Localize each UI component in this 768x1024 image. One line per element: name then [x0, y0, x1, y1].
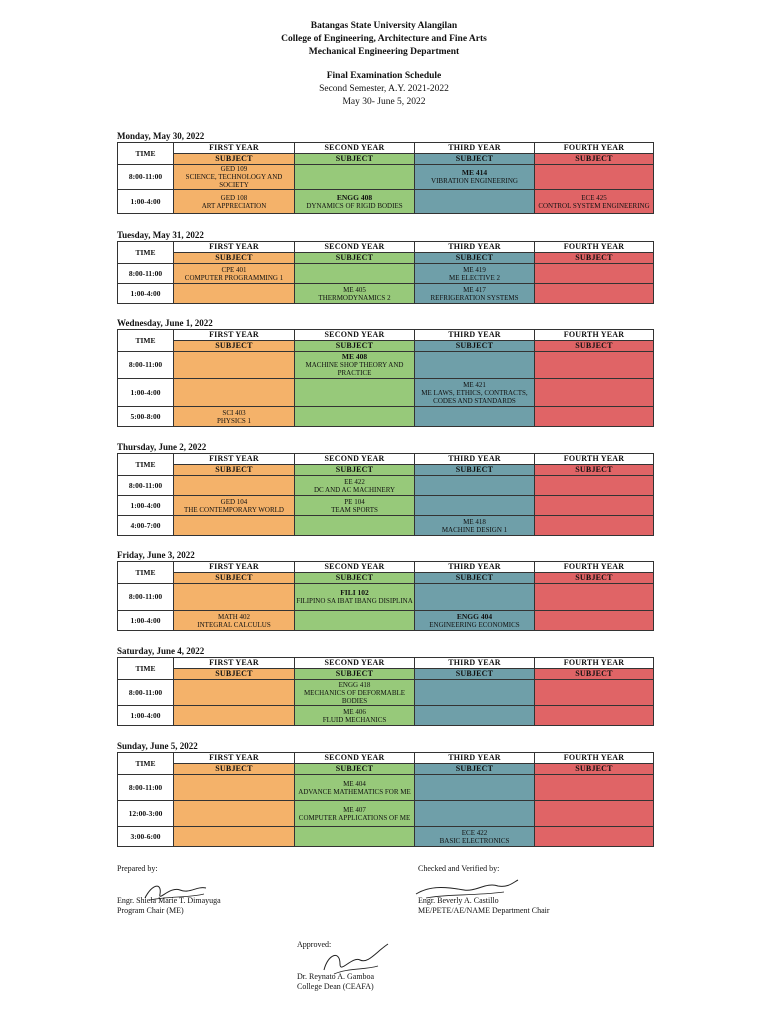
- subject-cell: [295, 496, 415, 516]
- subject-cell: [295, 165, 415, 190]
- subject-code: EE 422: [344, 477, 365, 486]
- subject-header-row: [118, 253, 654, 264]
- subject-code: ME 408: [341, 352, 368, 361]
- approved-by-label: Approved:: [297, 940, 332, 949]
- day-title: Friday, June 3, 2022: [117, 550, 195, 560]
- subject-name: BASIC ELECTRONICS: [439, 836, 510, 845]
- time-slot-row: [118, 496, 654, 516]
- schedule-table: [117, 453, 654, 536]
- prepared-by-name: Engr. Shiela Marie T. Dimayuga: [117, 896, 221, 905]
- subject-name: VIBRATION ENGINEERING: [431, 177, 518, 185]
- year-header: FOURTH YEAR: [535, 242, 654, 253]
- subject-name: COMPUTER APPLICATIONS OF ME: [298, 813, 411, 822]
- time-slot-row: [118, 611, 654, 631]
- subject-code: ENGG 408: [336, 192, 373, 202]
- subject-name: MACHINE SHOP THEORY AND PRACTICE: [305, 361, 404, 377]
- subject-name: DYNAMICS OF RIGID BODIES: [306, 201, 403, 210]
- year-header-row: [118, 454, 654, 465]
- subject-cell: [535, 611, 654, 631]
- year-header: THIRD YEAR: [415, 242, 535, 253]
- subject-cell: [415, 352, 535, 379]
- subject-code: ME 404: [343, 779, 366, 788]
- year-header: THIRD YEAR: [415, 454, 535, 465]
- subject-cell: [174, 827, 295, 847]
- subject-cell: [295, 775, 415, 801]
- day-title: Thursday, June 2, 2022: [117, 442, 207, 452]
- year-header-row: [118, 562, 654, 573]
- subject-cell: [535, 706, 654, 726]
- year-header: THIRD YEAR: [415, 330, 535, 341]
- subject-header: SUBJECT: [295, 154, 415, 165]
- year-header: SECOND YEAR: [295, 658, 415, 669]
- subject-header: SUBJECT: [174, 154, 295, 165]
- subject-header: SUBJECT: [174, 764, 295, 775]
- checked-by-name: Engr. Beverly A. Castillo: [418, 896, 499, 905]
- subject-header: SUBJECT: [174, 341, 295, 352]
- schedule-table: [117, 241, 654, 304]
- time-slot-row: [118, 516, 654, 536]
- subject-cell: [415, 706, 535, 726]
- time-header: TIME: [118, 454, 174, 476]
- checked-by-label: Checked and Verified by:: [418, 864, 500, 873]
- time-slot: 8:00-11:00: [118, 264, 174, 284]
- subject-cell: [174, 801, 295, 827]
- subject-cell: [174, 264, 295, 284]
- time-slot: 5:00-8:00: [118, 407, 174, 427]
- day-title: Saturday, June 4, 2022: [117, 646, 205, 656]
- subject-cell: [535, 352, 654, 379]
- subject-cell: [415, 775, 535, 801]
- subject-code: ME 419: [463, 265, 486, 274]
- time-slot: 1:00-4:00: [118, 284, 174, 304]
- checked-by-position: ME/PETE/AE/NAME Department Chair: [418, 906, 550, 915]
- subject-name: ME LAWS, ETHICS, CONTRACTS, CODES AND STANDARDS: [421, 388, 528, 405]
- subject-cell: [535, 584, 654, 611]
- time-slot: 8:00-11:00: [118, 680, 174, 706]
- time-header: TIME: [118, 242, 174, 264]
- subject-header: SUBJECT: [174, 573, 295, 584]
- department-name: Mechanical Engineering Department: [308, 47, 460, 57]
- time-slot-row: [118, 352, 654, 379]
- schedule-table: [117, 657, 654, 726]
- approved-by-name: Dr. Reynato A. Gamboa: [297, 972, 375, 981]
- year-header: FIRST YEAR: [174, 562, 295, 573]
- day-title: Wednesday, June 1, 2022: [117, 318, 213, 328]
- prepared-by-position: Program Chair (ME): [117, 906, 184, 915]
- subject-code: CPE 401: [221, 265, 247, 274]
- day-schedule: [117, 317, 653, 427]
- year-header: SECOND YEAR: [295, 330, 415, 341]
- subject-cell: [174, 284, 295, 304]
- subject-cell: [415, 611, 535, 631]
- day-schedule: [117, 441, 653, 536]
- subject-cell: [174, 706, 295, 726]
- year-header: FOURTH YEAR: [535, 330, 654, 341]
- subject-cell: [295, 801, 415, 827]
- subject-cell: [535, 801, 654, 827]
- year-header-row: [118, 658, 654, 669]
- time-slot: 8:00-11:00: [118, 476, 174, 496]
- subject-header-row: [118, 154, 654, 165]
- subject-cell: [415, 190, 535, 214]
- subject-cell: [295, 284, 415, 304]
- subject-cell: [174, 476, 295, 496]
- subject-header-row: [118, 341, 654, 352]
- subject-cell: [295, 379, 415, 407]
- year-header: FOURTH YEAR: [535, 562, 654, 573]
- subject-header: SUBJECT: [295, 465, 415, 476]
- year-header: FOURTH YEAR: [535, 143, 654, 154]
- year-header: SECOND YEAR: [295, 753, 415, 764]
- time-slot-row: [118, 264, 654, 284]
- time-slot: 3:00-6:00: [118, 827, 174, 847]
- subject-cell: [415, 284, 535, 304]
- subject-cell: [174, 190, 295, 214]
- subject-cell: [295, 190, 415, 214]
- schedule-table: [117, 752, 654, 847]
- subject-cell: [535, 680, 654, 706]
- subject-cell: [535, 165, 654, 190]
- subject-name: ADVANCE MATHEMATICS FOR ME: [298, 787, 411, 796]
- time-slot: 1:00-4:00: [118, 190, 174, 214]
- day-schedule: [117, 130, 653, 214]
- subject-header: SUBJECT: [174, 465, 295, 476]
- subject-code: ENGG 404: [456, 611, 493, 621]
- subject-cell: [174, 379, 295, 407]
- subject-cell: [174, 496, 295, 516]
- subject-cell: [295, 611, 415, 631]
- subject-name: THE CONTEMPORARY WORLD: [184, 505, 284, 514]
- subject-cell: [295, 407, 415, 427]
- subject-header-row: [118, 465, 654, 476]
- subject-header: SUBJECT: [535, 154, 654, 165]
- subject-cell: [295, 516, 415, 536]
- subject-cell: [174, 584, 295, 611]
- semester-line: Second Semester, A.Y. 2021-2022: [319, 84, 449, 94]
- time-slot-row: [118, 190, 654, 214]
- subject-cell: [415, 264, 535, 284]
- day-schedule: [117, 645, 653, 726]
- subject-cell: [295, 264, 415, 284]
- year-header: FIRST YEAR: [174, 242, 295, 253]
- time-header: TIME: [118, 562, 174, 584]
- subject-header-row: [118, 764, 654, 775]
- subject-cell: [174, 516, 295, 536]
- subject-code: GED 108: [220, 193, 248, 202]
- time-slot-row: [118, 379, 654, 407]
- subject-cell: [535, 264, 654, 284]
- subject-cell: [535, 379, 654, 407]
- subject-cell: [415, 407, 535, 427]
- subject-code: ME 421: [463, 380, 486, 389]
- time-header: TIME: [118, 753, 174, 775]
- year-header: THIRD YEAR: [415, 658, 535, 669]
- approved-by-position: College Dean (CEAFA): [297, 982, 374, 991]
- time-header: TIME: [118, 658, 174, 680]
- subject-code: SCI 403: [222, 408, 246, 417]
- subject-header: SUBJECT: [535, 465, 654, 476]
- year-header: THIRD YEAR: [415, 143, 535, 154]
- subject-name: ENGINEERING ECONOMICS: [429, 620, 520, 629]
- subject-name: TEAM SPORTS: [331, 505, 378, 514]
- subject-cell: [295, 584, 415, 611]
- subject-cell: [535, 827, 654, 847]
- subject-header: SUBJECT: [535, 573, 654, 584]
- date-range: May 30- June 5, 2022: [342, 97, 426, 107]
- subject-name: MECHANICS OF DEFORMABLE BODIES: [303, 688, 406, 705]
- schedule-table: [117, 142, 654, 214]
- time-slot-row: [118, 680, 654, 706]
- time-slot-row: [118, 476, 654, 496]
- subject-cell: [415, 476, 535, 496]
- subject-header: SUBJECT: [295, 764, 415, 775]
- time-slot-row: [118, 775, 654, 801]
- subject-code: ME 405: [343, 285, 366, 294]
- subject-header-row: [118, 669, 654, 680]
- day-title: Sunday, June 5, 2022: [117, 741, 198, 751]
- subject-cell: [415, 379, 535, 407]
- subject-code: ECE 425: [581, 193, 607, 202]
- day-title: Tuesday, May 31, 2022: [117, 230, 204, 240]
- subject-cell: [174, 352, 295, 379]
- subject-header: SUBJECT: [295, 573, 415, 584]
- prepared-by-label: Prepared by:: [117, 864, 158, 873]
- time-slot: 8:00-11:00: [118, 584, 174, 611]
- subject-cell: [535, 190, 654, 214]
- time-slot: 8:00-11:00: [118, 352, 174, 379]
- subject-header: SUBJECT: [535, 341, 654, 352]
- subject-code: ME 417: [463, 285, 486, 294]
- subject-header: SUBJECT: [415, 465, 535, 476]
- subject-header: SUBJECT: [415, 253, 535, 264]
- subject-header-row: [118, 573, 654, 584]
- time-slot: 8:00-11:00: [118, 165, 174, 190]
- time-slot-row: [118, 827, 654, 847]
- year-header: FIRST YEAR: [174, 658, 295, 669]
- subject-cell: [535, 516, 654, 536]
- subject-header: SUBJECT: [415, 764, 535, 775]
- subject-name: REFRIGERATION SYSTEMS: [430, 293, 519, 302]
- subject-header: SUBJECT: [535, 669, 654, 680]
- time-slot: 1:00-4:00: [118, 611, 174, 631]
- subject-cell: [535, 407, 654, 427]
- subject-cell: [535, 476, 654, 496]
- year-header: FOURTH YEAR: [535, 658, 654, 669]
- subject-code: ECE 422: [461, 828, 488, 837]
- subject-header: SUBJECT: [295, 253, 415, 264]
- subject-cell: [415, 496, 535, 516]
- subject-cell: [174, 611, 295, 631]
- subject-name: PHYSICS 1: [216, 416, 252, 425]
- subject-code: MATH 402: [217, 612, 251, 621]
- subject-cell: [415, 827, 535, 847]
- subject-header: SUBJECT: [415, 154, 535, 165]
- subject-cell: [535, 775, 654, 801]
- time-slot: 1:00-4:00: [118, 496, 174, 516]
- document-header: [0, 20, 768, 109]
- subject-code: ME 407: [343, 805, 366, 814]
- year-header: SECOND YEAR: [295, 242, 415, 253]
- time-slot: 12:00-3:00: [118, 801, 174, 827]
- time-slot-row: [118, 801, 654, 827]
- subject-cell: [295, 706, 415, 726]
- subject-name: FILIPINO SA IBAT IBANG DISIPLINA: [296, 597, 413, 605]
- time-slot: 8:00-11:00: [118, 775, 174, 801]
- time-slot: 1:00-4:00: [118, 706, 174, 726]
- day-title: Monday, May 30, 2022: [117, 131, 205, 141]
- subject-name: CONTROL SYSTEM ENGINEERING: [538, 201, 650, 210]
- subject-cell: [295, 827, 415, 847]
- day-schedule: [117, 229, 653, 304]
- subject-code: PE 104: [344, 497, 365, 506]
- subject-cell: [174, 407, 295, 427]
- subject-cell: [415, 165, 535, 190]
- subject-name: MACHINE DESIGN 1: [441, 525, 508, 534]
- year-header: THIRD YEAR: [415, 753, 535, 764]
- subject-code: ME 418: [463, 517, 486, 526]
- subject-header: SUBJECT: [295, 669, 415, 680]
- subject-code: ENGG 418: [338, 680, 371, 689]
- schedule-table: [117, 561, 654, 631]
- time-slot-row: [118, 706, 654, 726]
- subject-cell: [535, 284, 654, 304]
- time-slot-row: [118, 407, 654, 427]
- subject-cell: [295, 476, 415, 496]
- year-header: FOURTH YEAR: [535, 753, 654, 764]
- subject-header: SUBJECT: [174, 669, 295, 680]
- year-header: THIRD YEAR: [415, 562, 535, 573]
- subject-header: SUBJECT: [174, 253, 295, 264]
- subject-code: FILI 102: [340, 588, 369, 597]
- time-slot: 1:00-4:00: [118, 379, 174, 407]
- year-header-row: [118, 753, 654, 764]
- subject-code: GED 109: [220, 165, 248, 173]
- subject-code: ME 406: [343, 707, 366, 716]
- subject-header: SUBJECT: [295, 341, 415, 352]
- subject-cell: [415, 680, 535, 706]
- year-header: FIRST YEAR: [174, 330, 295, 341]
- subject-name: COMPUTER PROGRAMMING 1: [184, 273, 284, 282]
- year-header-row: [118, 330, 654, 341]
- subject-name: ART APPRECIATION: [201, 201, 267, 210]
- subject-code: GED 104: [220, 497, 248, 506]
- subject-name: THERMODYNAMICS 2: [318, 293, 391, 302]
- year-header: SECOND YEAR: [295, 143, 415, 154]
- subject-cell: [174, 165, 295, 190]
- time-header: TIME: [118, 143, 174, 165]
- time-slot-row: [118, 284, 654, 304]
- time-slot: 4:00-7:00: [118, 516, 174, 536]
- subject-header: SUBJECT: [415, 341, 535, 352]
- year-header-row: [118, 143, 654, 154]
- college-name: College of Engineering, Architecture and Fine Arts: [281, 34, 487, 44]
- subject-cell: [174, 775, 295, 801]
- year-header: FIRST YEAR: [174, 454, 295, 465]
- subject-header: SUBJECT: [415, 669, 535, 680]
- time-slot-row: [118, 584, 654, 611]
- subject-cell: [295, 680, 415, 706]
- university-name: Batangas State University Alangilan: [310, 21, 458, 31]
- year-header: SECOND YEAR: [295, 562, 415, 573]
- subject-cell: [415, 516, 535, 536]
- subject-name: DC AND AC MACHINERY: [313, 485, 396, 494]
- year-header-row: [118, 242, 654, 253]
- day-schedule: [117, 740, 653, 847]
- year-header: FIRST YEAR: [174, 143, 295, 154]
- subject-header: SUBJECT: [415, 573, 535, 584]
- schedule-title: Final Examination Schedule: [326, 71, 442, 81]
- subject-code: ME 414: [461, 168, 488, 177]
- subject-cell: [174, 680, 295, 706]
- subject-cell: [295, 352, 415, 379]
- time-slot-row: [118, 165, 654, 190]
- subject-cell: [415, 801, 535, 827]
- subject-name: SCIENCE, TECHNOLOGY AND SOCIETY: [185, 173, 283, 189]
- subject-cell: [415, 584, 535, 611]
- year-header: FIRST YEAR: [174, 753, 295, 764]
- schedule-table: [117, 329, 654, 427]
- time-header: TIME: [118, 330, 174, 352]
- year-header: SECOND YEAR: [295, 454, 415, 465]
- subject-name: INTEGRAL CALCULUS: [197, 620, 271, 629]
- subject-name: ME ELECTIVE 2: [449, 273, 500, 282]
- subject-header: SUBJECT: [535, 764, 654, 775]
- year-header: FOURTH YEAR: [535, 454, 654, 465]
- subject-header: SUBJECT: [535, 253, 654, 264]
- subject-name: FLUID MECHANICS: [322, 715, 387, 724]
- subject-cell: [535, 496, 654, 516]
- day-schedule: [117, 549, 653, 631]
